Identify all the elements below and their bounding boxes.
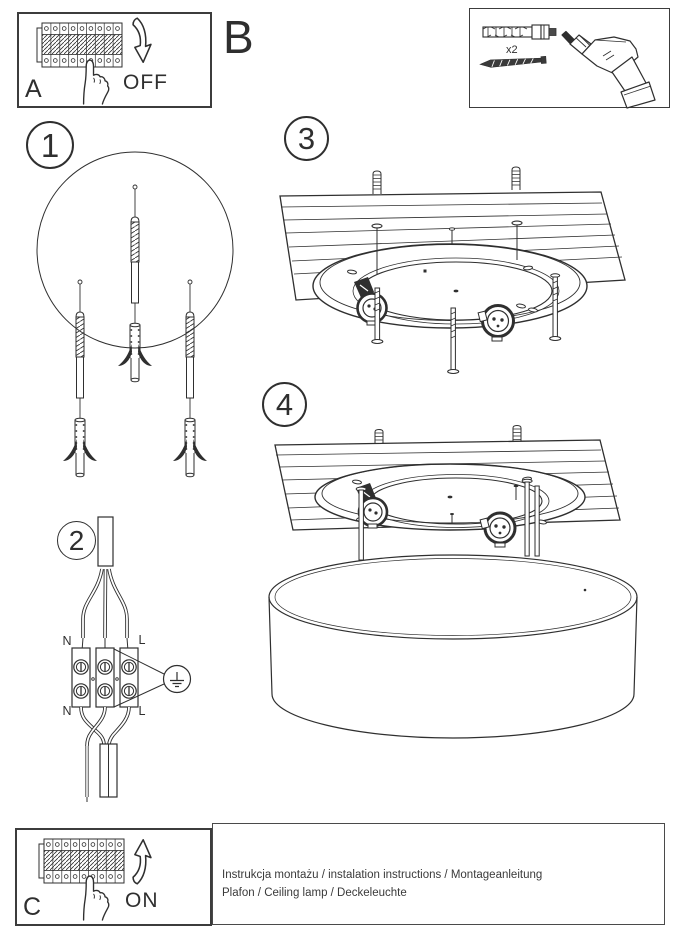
power-drill-icon bbox=[560, 26, 664, 108]
protruding-screw-tips bbox=[373, 167, 520, 194]
box-a-label: A bbox=[25, 75, 42, 103]
base-plate-mounting-illustration bbox=[270, 160, 665, 395]
off-label: OFF bbox=[123, 71, 168, 94]
box-c-label: C bbox=[23, 893, 42, 921]
instruction-title-line: Instrukcja montażu / instalation instructions / Montageanleitung bbox=[222, 869, 543, 881]
arrow-up-icon bbox=[129, 835, 155, 885]
pressing-hand-icon bbox=[74, 58, 112, 104]
arrow-down-icon bbox=[129, 17, 155, 67]
title-block-text bbox=[222, 866, 542, 902]
live-label-bottom: L bbox=[138, 704, 146, 718]
step-2-number: 2 bbox=[68, 524, 85, 556]
step-3-number: 3 bbox=[297, 121, 316, 156]
drum-lampshade bbox=[269, 555, 637, 738]
step-3-badge bbox=[284, 116, 329, 161]
shade-mounting-illustration bbox=[260, 420, 660, 750]
neutral-label-bottom: N bbox=[62, 704, 72, 718]
neutral-label-top: N bbox=[62, 634, 72, 648]
step-4-number: 4 bbox=[275, 387, 294, 422]
wall-plug-icon bbox=[482, 22, 558, 42]
plug-quantity-label: x2 bbox=[506, 44, 518, 56]
section-b-label: B bbox=[223, 11, 254, 63]
wiring-diagram-illustration bbox=[20, 505, 220, 817]
wall-plugs-screws-illustration bbox=[0, 115, 260, 507]
product-name-line: Plafon / Ceiling lamp / Deckeleuchte bbox=[222, 887, 407, 899]
right-lamp-socket bbox=[480, 513, 515, 547]
supply-wires bbox=[82, 569, 128, 651]
on-label: ON bbox=[125, 889, 159, 912]
pressing-hand-icon bbox=[74, 874, 112, 920]
step-1-number: 1 bbox=[40, 126, 60, 164]
mounting-plate bbox=[315, 464, 585, 530]
live-label-top: L bbox=[138, 633, 146, 647]
